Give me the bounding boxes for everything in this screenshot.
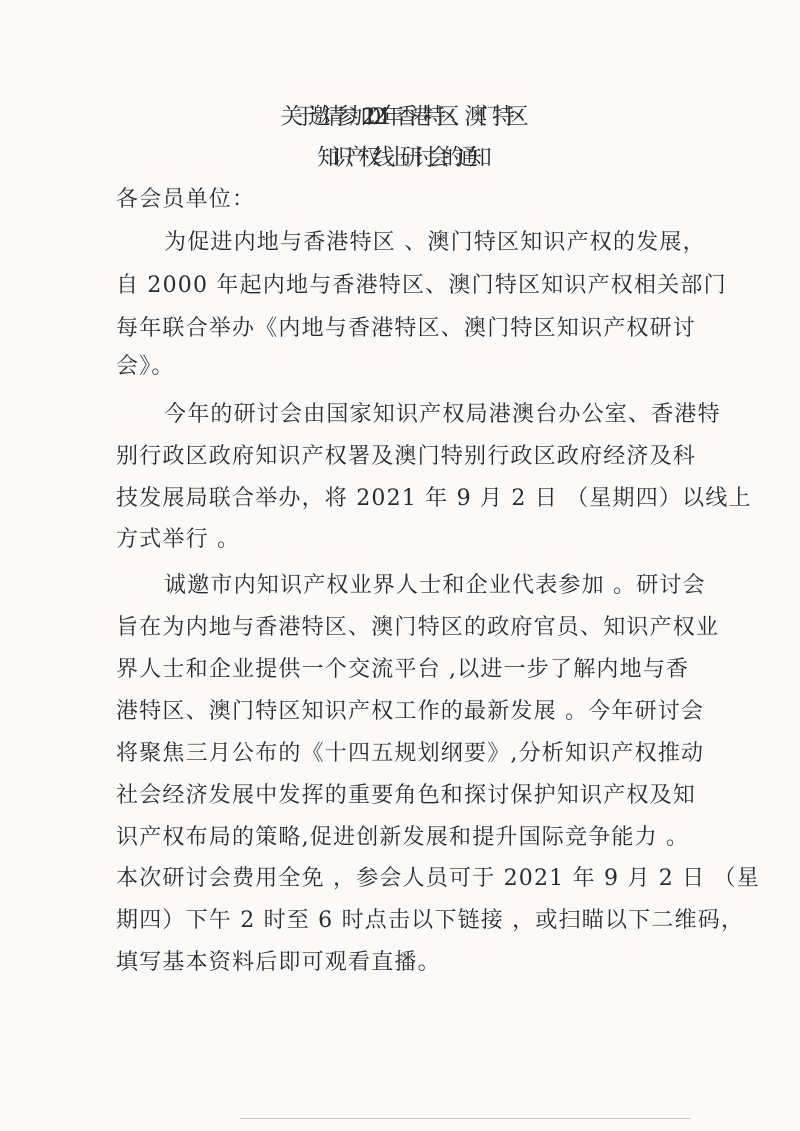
paragraph-3-line-4: 港特区、澳门特区知识产权工作的最新发展 。今年研讨会	[116, 699, 705, 724]
paragraph-1-line-1: 为促进内地与香港特区 、澳门特区知识产权的发展，	[164, 230, 706, 255]
paragraph-2-line-3: 技发展局联合举办，将 2021 年 9 月 2 日 （星期四）以线上	[116, 486, 752, 511]
paragraph-3-line-5: 将聚焦三月公布的《十四五规划纲要》,分析知识产权推动	[116, 741, 705, 766]
paragraph-3-line-3: 界人士和企业提供一个交流平台 ,以进一步了解内地与香	[116, 657, 690, 682]
document-title-line-1: 关于邀请参加 2021 年香港特区、澳门特区	[280, 104, 520, 130]
paragraph-2-line-4: 方式举行 。	[116, 527, 241, 552]
paragraph-3-line-2: 旨在为内地与香港特区、澳门特区的政府官员、知识产权业	[116, 615, 720, 640]
paragraph-3-line-7: 识产权布局的策略,促进创新发展和提升国际竞争能力 。	[116, 825, 690, 850]
paragraph-3-line-6: 社会经济发展中发挥的重要角色和探讨保护知识产权及知	[116, 783, 697, 808]
scan-edge-divider	[240, 1118, 690, 1119]
paragraph-2-line-1: 今年的研讨会由国家知识产权局港澳台办公室、香港特	[164, 402, 721, 427]
paragraph-2-line-2: 别行政区政府知识产权署及澳门特别行政区政府经济及科	[116, 444, 697, 469]
salutation: 各会员单位：	[116, 187, 256, 212]
paragraph-4-line-2: 期四）下午 2 时至 6 时点击以下链接 ，或扫瞄以下二维码，	[116, 908, 745, 933]
paragraph-1-line-3: 每年联合举办《内地与香港特区、澳门特区知识产权研讨	[116, 316, 697, 341]
paragraph-4-line-3: 填写基本资料后即可观看直播。	[116, 950, 441, 975]
paragraph-1-line-2: 自 2000 年起内地与香港特区、澳门特区知识产权相关部门	[116, 273, 727, 298]
paragraph-1-line-4: 会》。	[116, 354, 175, 379]
paragraph-3-line-1: 诚邀市内知识产权业界人士和企业代表参加 。研讨会	[164, 573, 706, 598]
paragraph-4-line-1: 本次研讨会费用全免 ，参会人员可于 2021 年 9 月 2 日 （星	[116, 866, 760, 891]
document-title-line-2: 知识产权线上研讨会的通知	[317, 145, 483, 171]
